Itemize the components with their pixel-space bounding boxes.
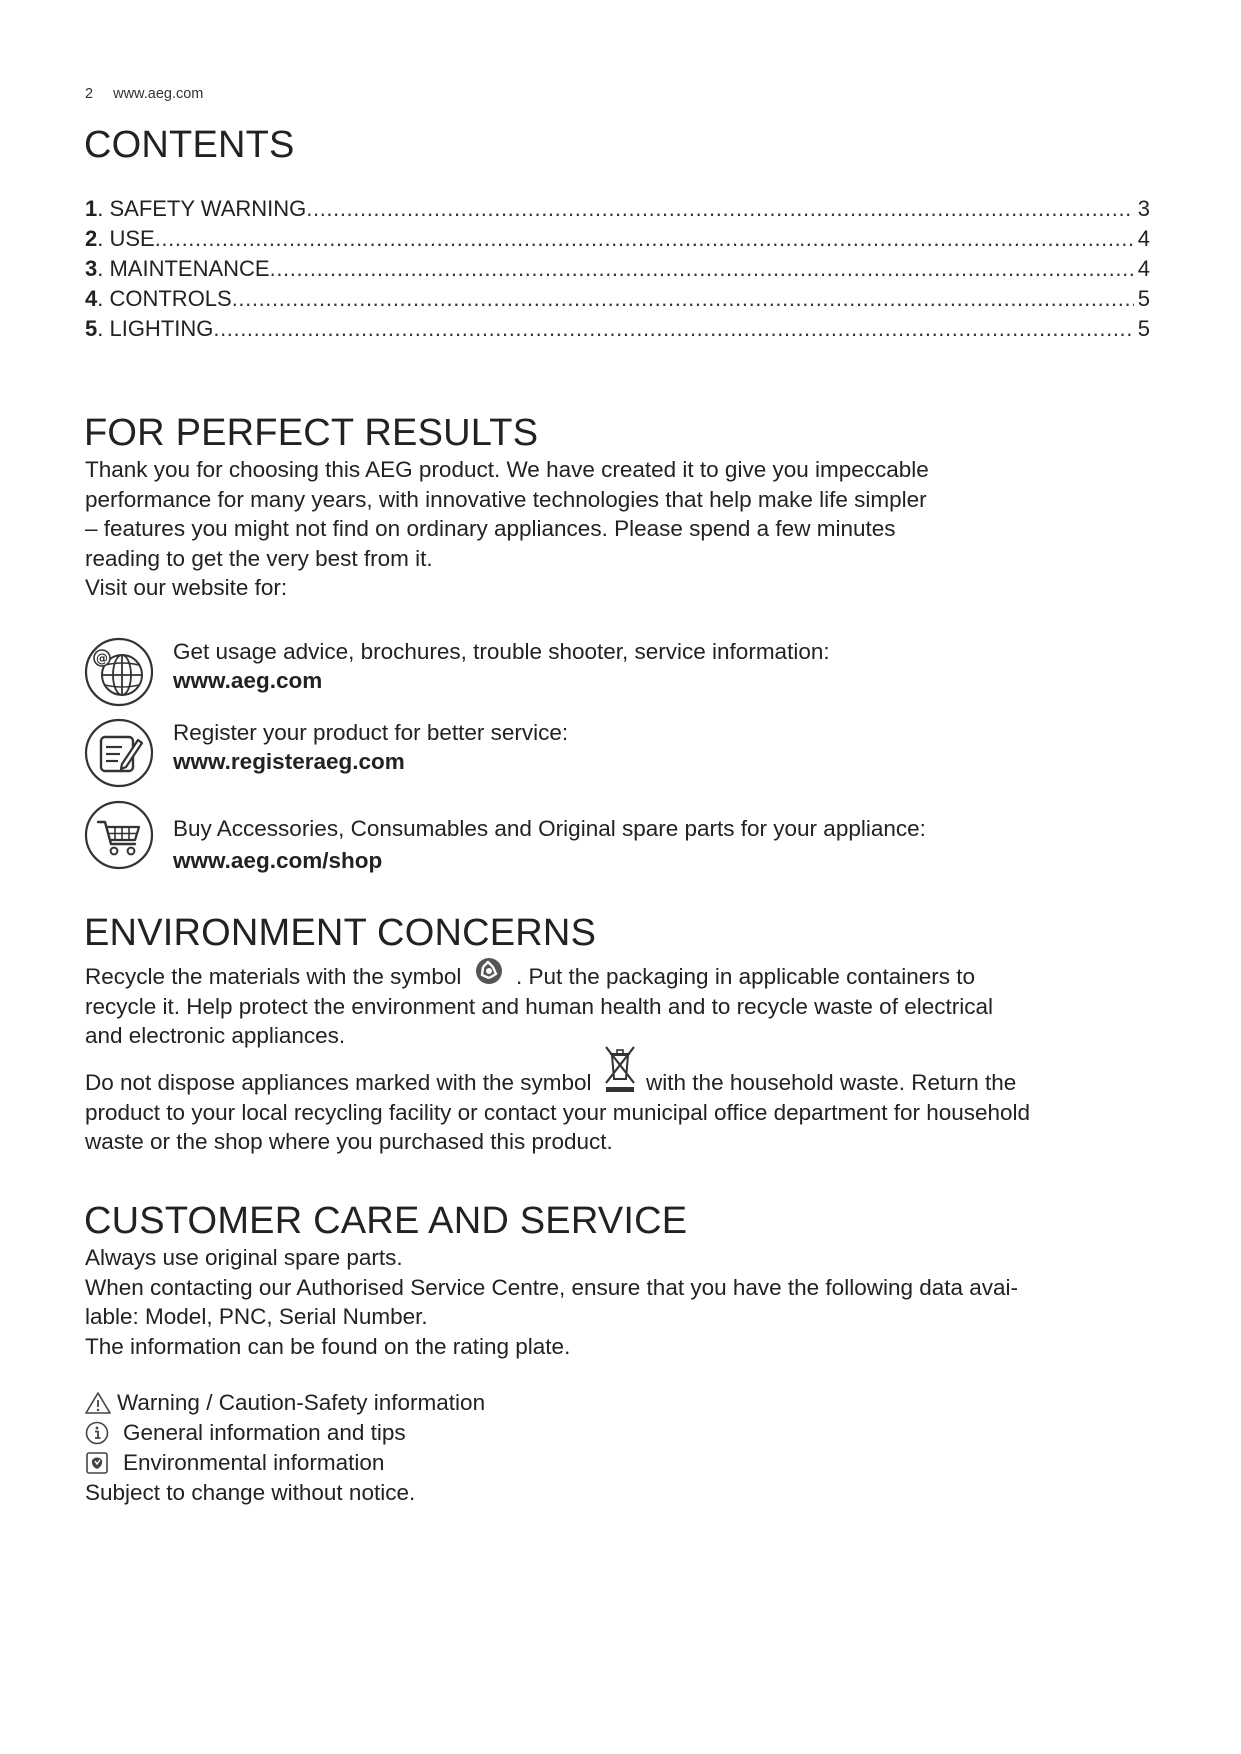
environment-line: recycle it. Help protect the environment and human health and to recycle waste of electrical: [85, 993, 993, 1019]
customer-care-heading: CUSTOMER CARE AND SERVICE: [84, 1200, 688, 1242]
contents-heading: CONTENTS: [84, 124, 295, 166]
intro-line: reading to get the very best from it.: [85, 545, 433, 571]
toc-item-number: 2: [85, 226, 98, 251]
toc-item-number: 3: [85, 256, 98, 281]
toc-item-number: 4: [85, 286, 98, 311]
globe-icon: [84, 637, 154, 707]
toc-dot-leader: [306, 196, 1133, 222]
website-row-text: Get usage advice, brochures, trouble shooter, service information:: [173, 639, 830, 664]
website-row-shop: [84, 800, 1144, 872]
info-icon: [85, 1421, 111, 1445]
environment-line: [85, 962, 993, 992]
website-link[interactable]: www.aeg.com: [173, 668, 323, 693]
toc-item-page: 5: [1137, 286, 1150, 311]
environment-text: Do not dispose appliances marked with the symbol: [85, 1070, 592, 1095]
customer-line: lable: Model, PNC, Serial Number.: [85, 1304, 428, 1329]
toc-item-label: . CONTROLS: [97, 286, 232, 311]
toc-item-label: . USE: [97, 226, 155, 251]
toc-dot-leader: [213, 316, 1133, 342]
toc-item-page: 3: [1137, 196, 1150, 221]
toc-dot-leader: [155, 226, 1134, 252]
toc-item[interactable]: [85, 196, 1150, 226]
website-link[interactable]: www.registeraeg.com: [173, 749, 405, 774]
intro-line: Visit our website for:: [85, 575, 288, 600]
toc-item-number: 1: [85, 196, 98, 221]
environment-text: with the household waste. Return the: [646, 1070, 1017, 1095]
environment-icon: [85, 1451, 111, 1475]
header-site-url[interactable]: www.aeg.com: [113, 86, 204, 102]
footer-notice: Subject to change without notice.: [85, 1480, 416, 1505]
toc-item-label: . SAFETY WARNING: [97, 196, 307, 221]
website-row-text: Register your product for better service:: [173, 720, 569, 745]
legend-item: [85, 1418, 485, 1448]
toc-item[interactable]: [85, 226, 1150, 256]
warning-icon: [85, 1391, 111, 1415]
toc-item[interactable]: [85, 286, 1150, 316]
toc-dot-leader: [232, 286, 1134, 312]
environment-text: Recycle the materials with the symbol: [85, 964, 462, 989]
register-icon: [84, 718, 154, 788]
customer-line: Always use original spare parts.: [85, 1245, 403, 1270]
page-number: 2: [85, 86, 94, 102]
toc-item[interactable]: [85, 256, 1150, 286]
symbol-legend: [85, 1388, 485, 1508]
weee-crossed-bin-icon: [602, 1043, 638, 1095]
website-row-advice: [84, 637, 1144, 709]
intro-line: performance for many years, with innovative technologies that help make life simpler: [85, 486, 927, 512]
website-row-register: [84, 718, 1144, 790]
intro-line: Thank you for choosing this AEG product. We have created it to give you impeccable: [85, 457, 929, 482]
website-row-text: Buy Accessories, Consumables and Original spare parts for your appliance:: [173, 816, 926, 841]
toc-item-label: . MAINTENANCE: [97, 256, 270, 281]
environment-line: and electronic appliances.: [85, 1023, 346, 1048]
page-header: [85, 86, 203, 102]
environment-paragraph-2: [85, 1068, 1030, 1157]
environment-line: product to your local recycling facility or contact your municipal office department for household: [85, 1099, 1031, 1125]
environment-line: waste or the shop where you purchased this product.: [85, 1129, 613, 1154]
toc-item-page: 4: [1137, 256, 1150, 281]
toc-dot-leader: [270, 256, 1134, 282]
perfect-results-heading: FOR PERFECT RESULTS: [84, 412, 539, 454]
customer-line: When contacting our Authorised Service Centre, ensure that you have the following data avai-: [85, 1274, 1019, 1300]
intro-line: – features you might not find on ordinary appliances. Please spend a few minutes: [85, 516, 896, 541]
website-link[interactable]: www.aeg.com/shop: [173, 848, 383, 873]
toc-item-page: 5: [1137, 316, 1150, 341]
legend-item: [85, 1388, 485, 1418]
perfect-results-intro: [85, 455, 929, 603]
environment-text: . Put the packaging in applicable containers to: [515, 964, 975, 989]
table-of-contents: [85, 196, 1150, 346]
recycle-icon: [472, 956, 506, 986]
environment-paragraph-1: [85, 962, 993, 1051]
toc-item-label: . LIGHTING: [97, 316, 214, 341]
cart-icon: [84, 800, 154, 870]
toc-item-number: 5: [85, 316, 98, 341]
customer-care-paragraph: [85, 1243, 1018, 1361]
legend-text: Environmental information: [123, 1450, 385, 1475]
legend-text: Warning / Caution-Safety information: [117, 1390, 486, 1415]
svg-text:@: @: [96, 651, 108, 666]
legend-text: General information and tips: [123, 1420, 406, 1445]
toc-item[interactable]: [85, 316, 1150, 346]
customer-line: The information can be found on the rating plate.: [85, 1333, 571, 1359]
legend-item: [85, 1448, 485, 1478]
environment-heading: ENVIRONMENT CONCERNS: [84, 912, 597, 954]
environment-line: [85, 1068, 1030, 1098]
toc-item-page: 4: [1137, 226, 1150, 251]
